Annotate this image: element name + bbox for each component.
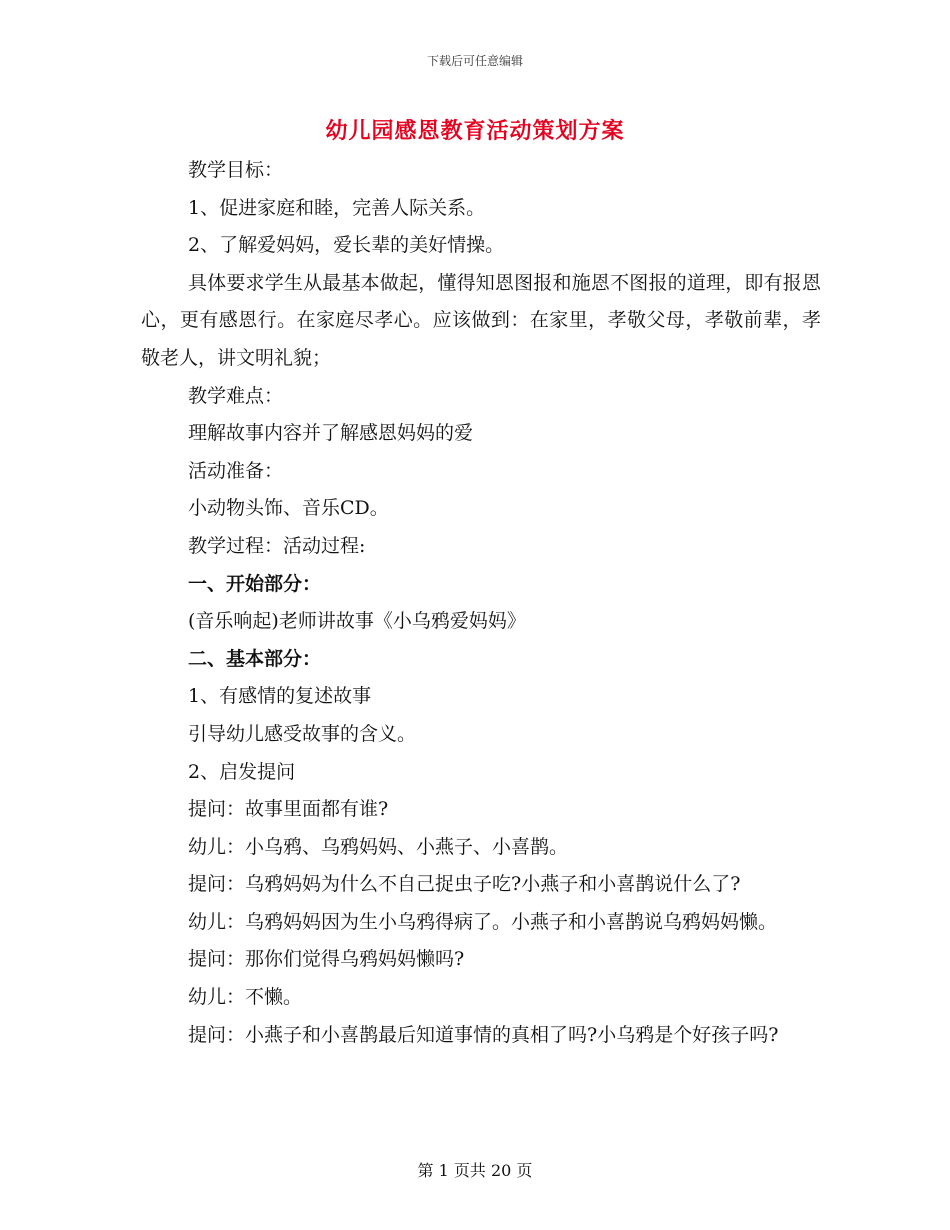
paragraph: 理解故事内容并了解感恩妈妈的爱 — [188, 422, 474, 445]
section-heading: 二、基本部分： — [188, 647, 322, 670]
paragraph: 提问：那你们觉得乌鸦妈妈懒吗? — [188, 948, 465, 971]
paragraph: 提问：乌鸦妈妈为什么不自己捉虫子吃?小燕子和小喜鹊说什么了? — [188, 873, 741, 896]
paragraph: 引导幼儿感受故事的含义。 — [188, 722, 417, 745]
paragraph: 2、了解爱妈妈，爱长辈的美好情操。 — [188, 234, 505, 257]
section-heading: 一、开始部分： — [188, 572, 322, 595]
paragraph: 具体要求学生从最基本做起，懂得知恩图报和施恩不图报的道理，即有报恩心，更有感恩行。在家庭尽孝心。应该做到：在家里，孝敬父母，孝敬前辈，孝敬老人，讲文明礼貌； — [141, 271, 821, 369]
paragraph: 幼儿：小乌鸦、乌鸦妈妈、小燕子、小喜鹊。 — [188, 835, 569, 858]
paragraph: 活动准备： — [188, 459, 284, 482]
paragraph: 提问：小燕子和小喜鹊最后知道事情的真相了吗?小乌鸦是个好孩子吗? — [188, 1023, 779, 1046]
paragraph: 1、促进家庭和睦，完善人际关系。 — [188, 196, 486, 219]
page-footer: 第 1 页共 20 页 — [417, 1161, 533, 1180]
paragraph: 1、有感情的复述故事 — [188, 685, 372, 708]
paragraph: 提问：故事里面都有谁? — [188, 798, 389, 821]
paragraph: 幼儿：乌鸦妈妈因为生小乌鸦得病了。小燕子和小喜鹊说乌鸦妈妈懒。 — [188, 910, 778, 933]
paragraph: 小动物头饰、音乐CD。 — [188, 497, 389, 520]
paragraph: (音乐响起)老师讲故事《小乌鸦爱妈妈》 — [188, 610, 526, 633]
document-body — [141, 152, 821, 1054]
paragraph: 教学难点： — [188, 384, 284, 407]
paragraph: 幼儿：不懒。 — [188, 986, 303, 1009]
paragraph: 教学目标： — [188, 159, 284, 181]
page-header: 下载后可任意编辑 — [426, 54, 523, 68]
document-title: 幼儿园感恩教育活动策划方案 — [325, 118, 625, 144]
paragraph: 教学过程：活动过程: — [188, 534, 366, 557]
paragraph: 2、启发提问 — [188, 760, 296, 783]
